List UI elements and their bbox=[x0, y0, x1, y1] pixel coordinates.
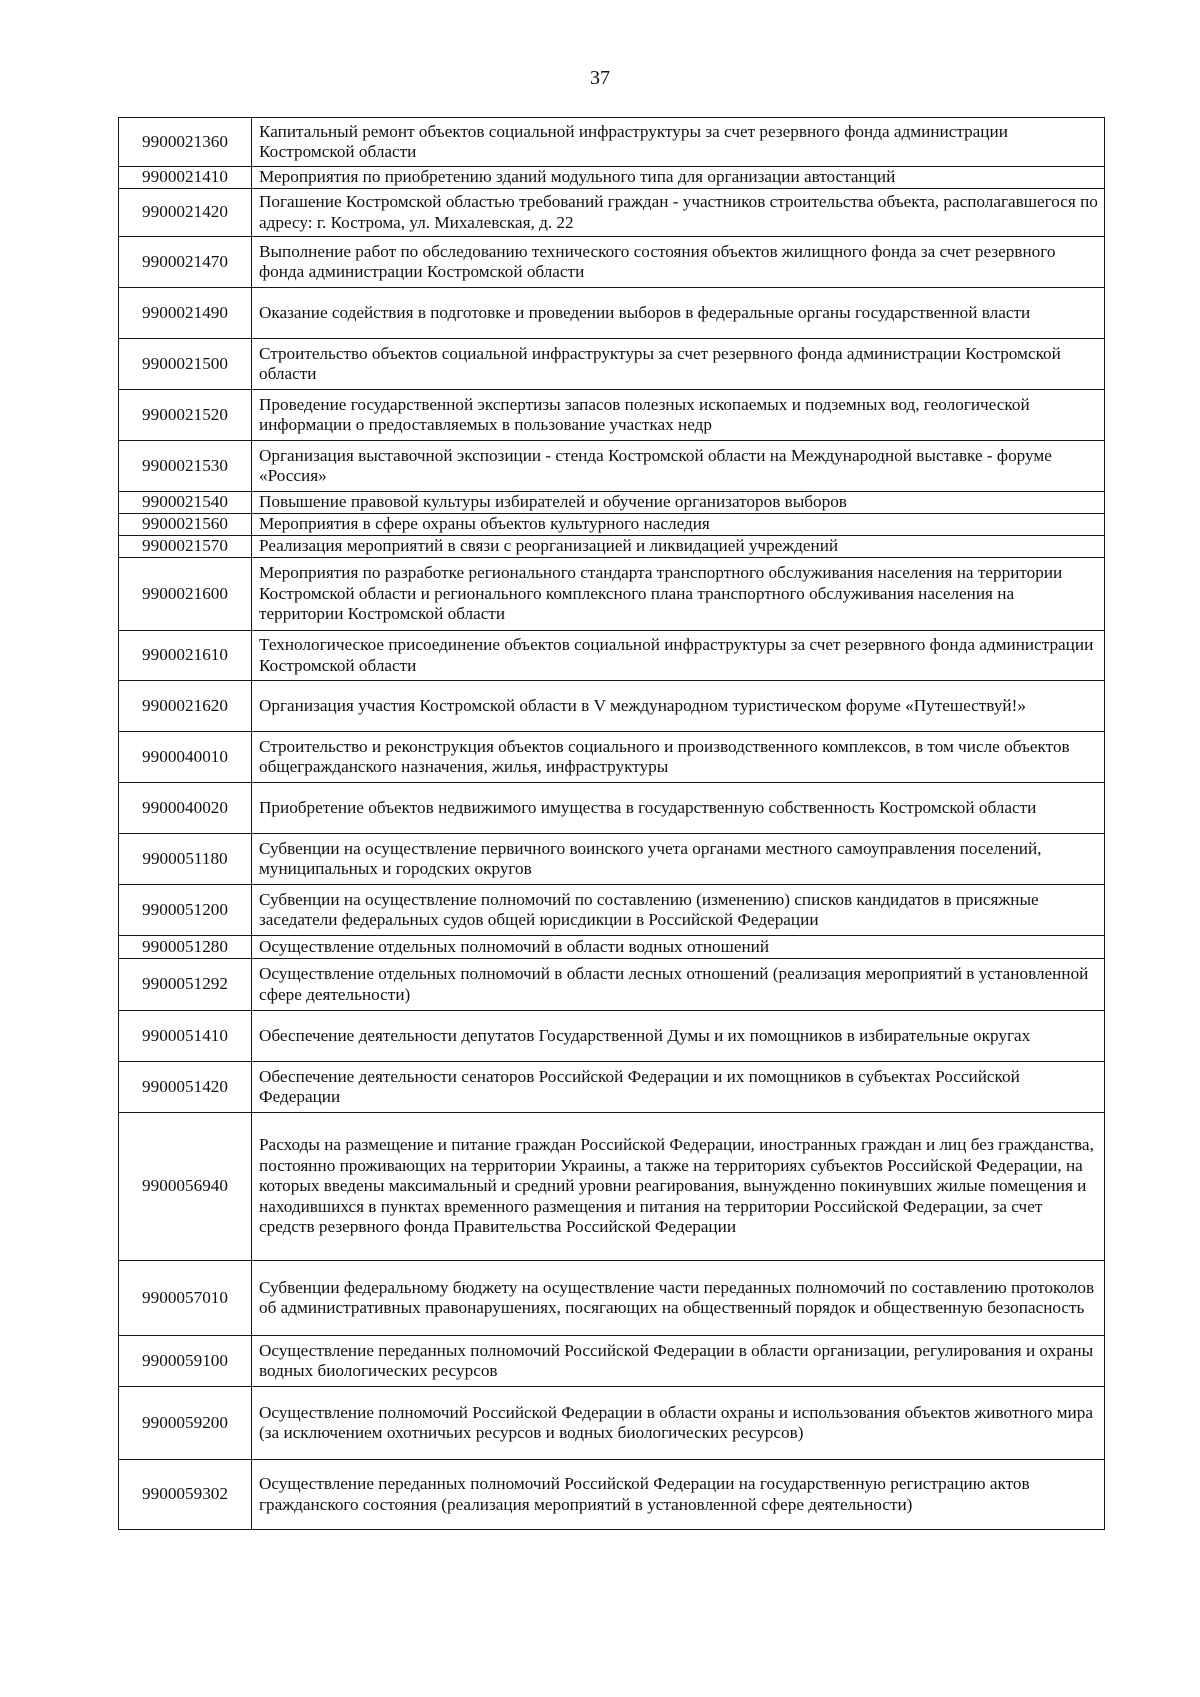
row-code: 9900021600 bbox=[119, 558, 252, 631]
table-row bbox=[119, 237, 1105, 288]
table-row bbox=[119, 959, 1105, 1011]
row-description: Погашение Костромской областью требований граждан - участников строительства объекта, располагавшегося по адресу: г. Кострома, ул. Михалевская, д. 22 bbox=[252, 189, 1105, 237]
row-description: Субвенции на осуществление полномочий по составлению (изменению) списков кандидатов в присяжные заседатели федеральных судов общей юрисдикции в Российской Федерации bbox=[252, 885, 1105, 936]
row-description: Осуществление переданных полномочий Российской Федерации на государственную регистрацию актов гражданского состояния (реализация мероприятий в установленной сфере деятельности) bbox=[252, 1460, 1105, 1530]
table-row bbox=[119, 288, 1105, 339]
row-code: 9900051200 bbox=[119, 885, 252, 936]
table-row bbox=[119, 339, 1105, 390]
row-description: Капитальный ремонт объектов социальной инфраструктуры за счет резервного фонда администрации Костромской области bbox=[252, 118, 1105, 167]
row-description: Реализация мероприятий в связи с реорганизацией и ликвидацией учреждений bbox=[252, 536, 1105, 558]
row-description: Обеспечение деятельности сенаторов Российской Федерации и их помощников в субъектах Российской Федерации bbox=[252, 1062, 1105, 1113]
row-code: 9900040020 bbox=[119, 783, 252, 834]
row-code: 9900059100 bbox=[119, 1336, 252, 1387]
row-code: 9900051292 bbox=[119, 959, 252, 1011]
row-description: Мероприятия в сфере охраны объектов культурного наследия bbox=[252, 514, 1105, 536]
table-row bbox=[119, 1387, 1105, 1460]
row-code: 9900021610 bbox=[119, 631, 252, 681]
table-row bbox=[119, 514, 1105, 536]
table-row bbox=[119, 189, 1105, 237]
row-description: Приобретение объектов недвижимого имущества в государственную собственность Костромской области bbox=[252, 783, 1105, 834]
table-row bbox=[119, 536, 1105, 558]
row-description: Повышение правовой культуры избирателей и обучение организаторов выборов bbox=[252, 492, 1105, 514]
row-code: 9900056940 bbox=[119, 1113, 252, 1261]
table-row bbox=[119, 732, 1105, 783]
table-row bbox=[119, 1460, 1105, 1530]
row-description: Строительство объектов социальной инфраструктуры за счет резервного фонда администрации Костромской области bbox=[252, 339, 1105, 390]
row-description: Осуществление отдельных полномочий в области водных отношений bbox=[252, 936, 1105, 959]
row-code: 9900051180 bbox=[119, 834, 252, 885]
row-description: Обеспечение деятельности депутатов Государственной Думы и их помощников в избирательные округах bbox=[252, 1011, 1105, 1062]
row-code: 9900021520 bbox=[119, 390, 252, 441]
row-description: Субвенции на осуществление первичного воинского учета органами местного самоуправления поселений, муниципальных и городских округов bbox=[252, 834, 1105, 885]
row-code: 9900021470 bbox=[119, 237, 252, 288]
table-row bbox=[119, 492, 1105, 514]
row-description: Мероприятия по приобретению зданий модульного типа для организации автостанций bbox=[252, 167, 1105, 189]
row-description: Строительство и реконструкция объектов социального и производственного комплексов, в том числе объектов общегражданского назначения, жилья, инфраструктуры bbox=[252, 732, 1105, 783]
table-row bbox=[119, 1062, 1105, 1113]
row-code: 9900021540 bbox=[119, 492, 252, 514]
row-description: Осуществление полномочий Российской Федерации в области охраны и использования объектов животного мира (за исключением охотничьих ресурсов и водных биологических ресурсов) bbox=[252, 1387, 1105, 1460]
row-code: 9900051410 bbox=[119, 1011, 252, 1062]
row-description: Выполнение работ по обследованию технического состояния объектов жилищного фонда за счет резервного фонда администрации Костромской области bbox=[252, 237, 1105, 288]
row-code: 9900057010 bbox=[119, 1261, 252, 1336]
table-row bbox=[119, 167, 1105, 189]
classification-table bbox=[118, 117, 1105, 1530]
row-code: 9900040010 bbox=[119, 732, 252, 783]
row-description: Расходы на размещение и питание граждан Российской Федерации, иностранных граждан и лиц без гражданства, постоянно проживающих на территории Украины, а также на территориях субъектов Российской Федерации, на которых введены максимальный и средний уровни реагирования, вынужденно покинувших жилые помещения и находившихся в пунктах временного размещения и питания на территории Российской Федерации, за счет средств резервного фонда Правительства Российской Федерации bbox=[252, 1113, 1105, 1261]
row-code: 9900021530 bbox=[119, 441, 252, 492]
row-code: 9900051280 bbox=[119, 936, 252, 959]
page-number: 37 bbox=[590, 67, 610, 89]
row-code: 9900021360 bbox=[119, 118, 252, 167]
row-description: Организация выставочной экспозиции - стенда Костромской области на Международной выставке - форуме «Россия» bbox=[252, 441, 1105, 492]
table-row bbox=[119, 1011, 1105, 1062]
row-code: 9900021570 bbox=[119, 536, 252, 558]
table-row bbox=[119, 681, 1105, 732]
row-description: Проведение государственной экспертизы запасов полезных ископаемых и подземных вод, геологической информации о предоставляемых в пользование участках недр bbox=[252, 390, 1105, 441]
table-row bbox=[119, 834, 1105, 885]
table-row bbox=[119, 936, 1105, 959]
row-code: 9900059302 bbox=[119, 1460, 252, 1530]
table-row bbox=[119, 783, 1105, 834]
row-description: Осуществление отдельных полномочий в области лесных отношений (реализация мероприятий в установленной сфере деятельности) bbox=[252, 959, 1105, 1011]
table-row bbox=[119, 885, 1105, 936]
row-description: Организация участия Костромской области в V международном туристическом форуме «Путешествуй!» bbox=[252, 681, 1105, 732]
row-code: 9900021420 bbox=[119, 189, 252, 237]
table-row bbox=[119, 631, 1105, 681]
row-code: 9900021500 bbox=[119, 339, 252, 390]
row-code: 9900021560 bbox=[119, 514, 252, 536]
row-description: Субвенции федеральному бюджету на осуществление части переданных полномочий по составлению протоколов об административных правонарушениях, посягающих на общественный порядок и общественную безопасность bbox=[252, 1261, 1105, 1336]
table-row bbox=[119, 1336, 1105, 1387]
row-code: 9900021490 bbox=[119, 288, 252, 339]
row-code: 9900021620 bbox=[119, 681, 252, 732]
table-row bbox=[119, 1113, 1105, 1261]
table-row bbox=[119, 118, 1105, 167]
table-row bbox=[119, 558, 1105, 631]
row-code: 9900059200 bbox=[119, 1387, 252, 1460]
row-description: Технологическое присоединение объектов социальной инфраструктуры за счет резервного фонда администрации Костромской области bbox=[252, 631, 1105, 681]
table-body bbox=[119, 118, 1105, 1530]
row-code: 9900021410 bbox=[119, 167, 252, 189]
table-row bbox=[119, 1261, 1105, 1336]
row-description: Осуществление переданных полномочий Российской Федерации в области организации, регулирования и охраны водных биологических ресурсов bbox=[252, 1336, 1105, 1387]
row-code: 9900051420 bbox=[119, 1062, 252, 1113]
row-description: Мероприятия по разработке регионального стандарта транспортного обслуживания населения на территории Костромской области и регионального комплексного плана транспортного обслуживания населения на территории Костромской области bbox=[252, 558, 1105, 631]
table-row bbox=[119, 441, 1105, 492]
row-description: Оказание содействия в подготовке и проведении выборов в федеральные органы государственной власти bbox=[252, 288, 1105, 339]
table-row bbox=[119, 390, 1105, 441]
